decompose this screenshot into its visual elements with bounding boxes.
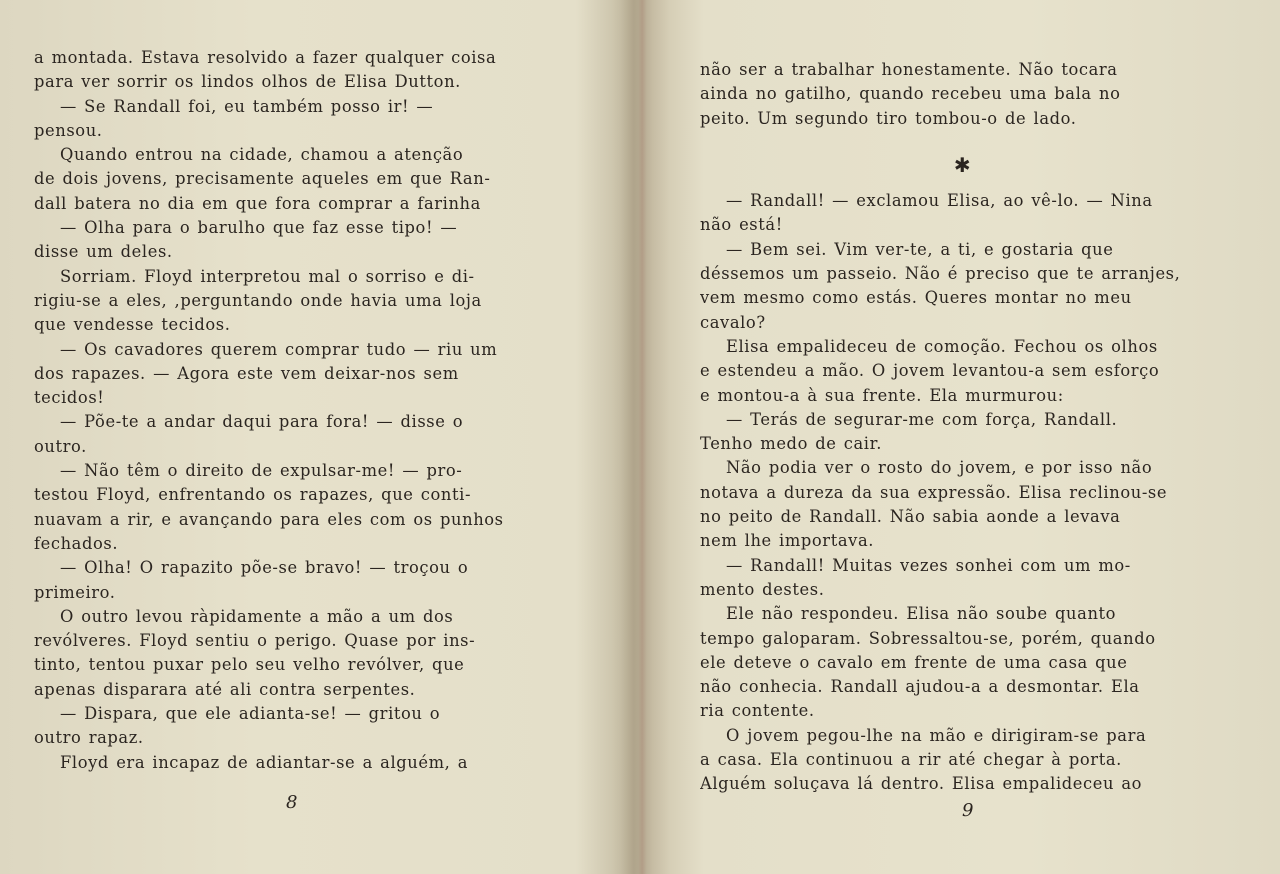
text-line: não ser a trabalhar honestamente. Não tocara bbox=[700, 60, 1118, 79]
text-line: que vendesse tecidos. bbox=[34, 315, 231, 335]
text-line: no peito de Randall. Não sabia aonde a levava bbox=[700, 507, 1121, 527]
text-line: — Dispara, que ele adianta-se! — gritou o bbox=[60, 704, 441, 724]
text-line: e estendeu a mão. O jovem levantou-a sem esforço bbox=[700, 361, 1160, 381]
text-line: Alguém soluçava lá dentro. Elisa empalideceu ao bbox=[700, 774, 1143, 794]
text-line: tecidos! bbox=[34, 388, 105, 408]
text-line: Ele não respondeu. Elisa não soube quanto bbox=[726, 604, 1117, 624]
text-line: peito. Um segundo tiro tombou-o de lado. bbox=[700, 108, 1077, 128]
text-line: vem mesmo como estás. Queres montar no meu bbox=[700, 288, 1132, 308]
text-line: rigiu-se a eles, ,perguntando onde havia uma loja bbox=[34, 290, 482, 310]
right-page-text-after-break bbox=[700, 189, 1225, 796]
text-line: outro. bbox=[34, 436, 87, 456]
text-line: Sorriam. Floyd interpretou mal o sorriso e di- bbox=[60, 266, 475, 286]
text-line: — Randall! Muitas vezes sonhei com um mo- bbox=[726, 555, 1131, 575]
text-line: de dois jovens, precisamente aqueles em que Ran- bbox=[34, 169, 491, 189]
section-break-asterisk: ✱ bbox=[953, 152, 972, 177]
text-line: — Terás de segurar-me com força, Randall. bbox=[726, 409, 1118, 429]
text-line: — Bem sei. Vim ver-te, a ti, e gostaria que bbox=[726, 239, 1114, 259]
text-line: não conhecia. Randall ajudou-a a desmontar. Ela bbox=[700, 677, 1140, 697]
text-line: O outro levou ràpidamente a mão a um dos bbox=[60, 606, 454, 626]
right-page-text bbox=[700, 58, 1225, 797]
left-page bbox=[0, 0, 630, 874]
text-line: dall batera no dia em que fora comprar a farinha bbox=[34, 193, 481, 213]
text-line: para ver sorrir os lindos olhos de Elisa Dutton. bbox=[34, 72, 461, 92]
text-line: a casa. Ela continuou a rir até chegar à porta. bbox=[700, 750, 1122, 770]
text-line: O jovem pegou-lhe na mão e dirigiram-se para bbox=[726, 725, 1147, 745]
text-line: — Randall! — exclamou Elisa, ao vê-lo. — Nina bbox=[726, 191, 1153, 211]
text-line: a montada. Estava resolvido a fazer qualquer coisa bbox=[34, 48, 497, 67]
text-line: primeiro. bbox=[34, 582, 116, 602]
text-line: cavalo? bbox=[700, 312, 766, 332]
text-line: ria contente. bbox=[700, 701, 815, 721]
text-line: — Se Randall foi, eu também posso ir! — bbox=[60, 96, 434, 116]
right-page-number: 9 bbox=[962, 800, 974, 821]
text-line: — Não têm o direito de expulsar-me! — pro- bbox=[60, 461, 463, 481]
text-line: revólveres. Floyd sentiu o perigo. Quase por ins- bbox=[34, 631, 476, 651]
text-line: Quando entrou na cidade, chamou a atenção bbox=[60, 145, 464, 165]
text-line: Tenho medo de cair. bbox=[700, 434, 882, 454]
text-line: tempo galoparam. Sobressaltou-se, porém, quando bbox=[700, 628, 1156, 648]
text-line: testou Floyd, enfrentando os rapazes, que conti- bbox=[34, 485, 472, 505]
text-line: apenas disparara até ali contra serpentes. bbox=[34, 679, 416, 699]
right-page-text-before-break bbox=[700, 58, 1225, 131]
text-line: nem lhe importava. bbox=[700, 531, 875, 551]
text-line: Floyd era incapaz de adiantar-se a alguém, a bbox=[60, 752, 468, 772]
text-line: — Os cavadores querem comprar tudo — riu um bbox=[60, 339, 498, 359]
text-line: nuavam a rir, e avançando para eles com os punhos bbox=[34, 509, 504, 529]
text-line: ele deteve o cavalo em frente de uma casa que bbox=[700, 652, 1128, 672]
text-line: Elisa empalideceu de comoção. Fechou os olhos bbox=[726, 336, 1158, 356]
text-line: e montou-a à sua frente. Ela murmurou: bbox=[700, 385, 1064, 405]
text-line: não está! bbox=[700, 215, 783, 235]
left-page-number: 8 bbox=[286, 792, 298, 813]
right-page bbox=[650, 0, 1280, 874]
text-line: dos rapazes. — Agora este vem deixar-nos sem bbox=[34, 363, 459, 383]
text-line: — Olha para o barulho que faz esse tipo! — bbox=[60, 218, 458, 238]
text-line: déssemos um passeio. Não é preciso que te arranjes, bbox=[700, 264, 1181, 284]
text-line: pensou. bbox=[34, 120, 103, 140]
text-line: fechados. bbox=[34, 533, 119, 553]
text-line: tinto, tentou puxar pelo seu velho revólver, que bbox=[34, 655, 465, 675]
left-page-text bbox=[34, 46, 564, 775]
text-line: ainda no gatilho, quando recebeu uma bala no bbox=[700, 84, 1121, 104]
text-line: Não podia ver o rosto do jovem, e por isso não bbox=[726, 458, 1153, 478]
text-line: disse um deles. bbox=[34, 242, 173, 262]
text-line: — Põe-te a andar daqui para fora! — disse o bbox=[60, 412, 464, 432]
text-line: — Olha! O rapazito põe-se bravo! — troçou o bbox=[60, 558, 469, 578]
text-line: notava a dureza da sua expressão. Elisa reclinou-se bbox=[700, 482, 1168, 502]
text-line: outro rapaz. bbox=[34, 728, 144, 748]
text-line: mento destes. bbox=[700, 579, 825, 599]
